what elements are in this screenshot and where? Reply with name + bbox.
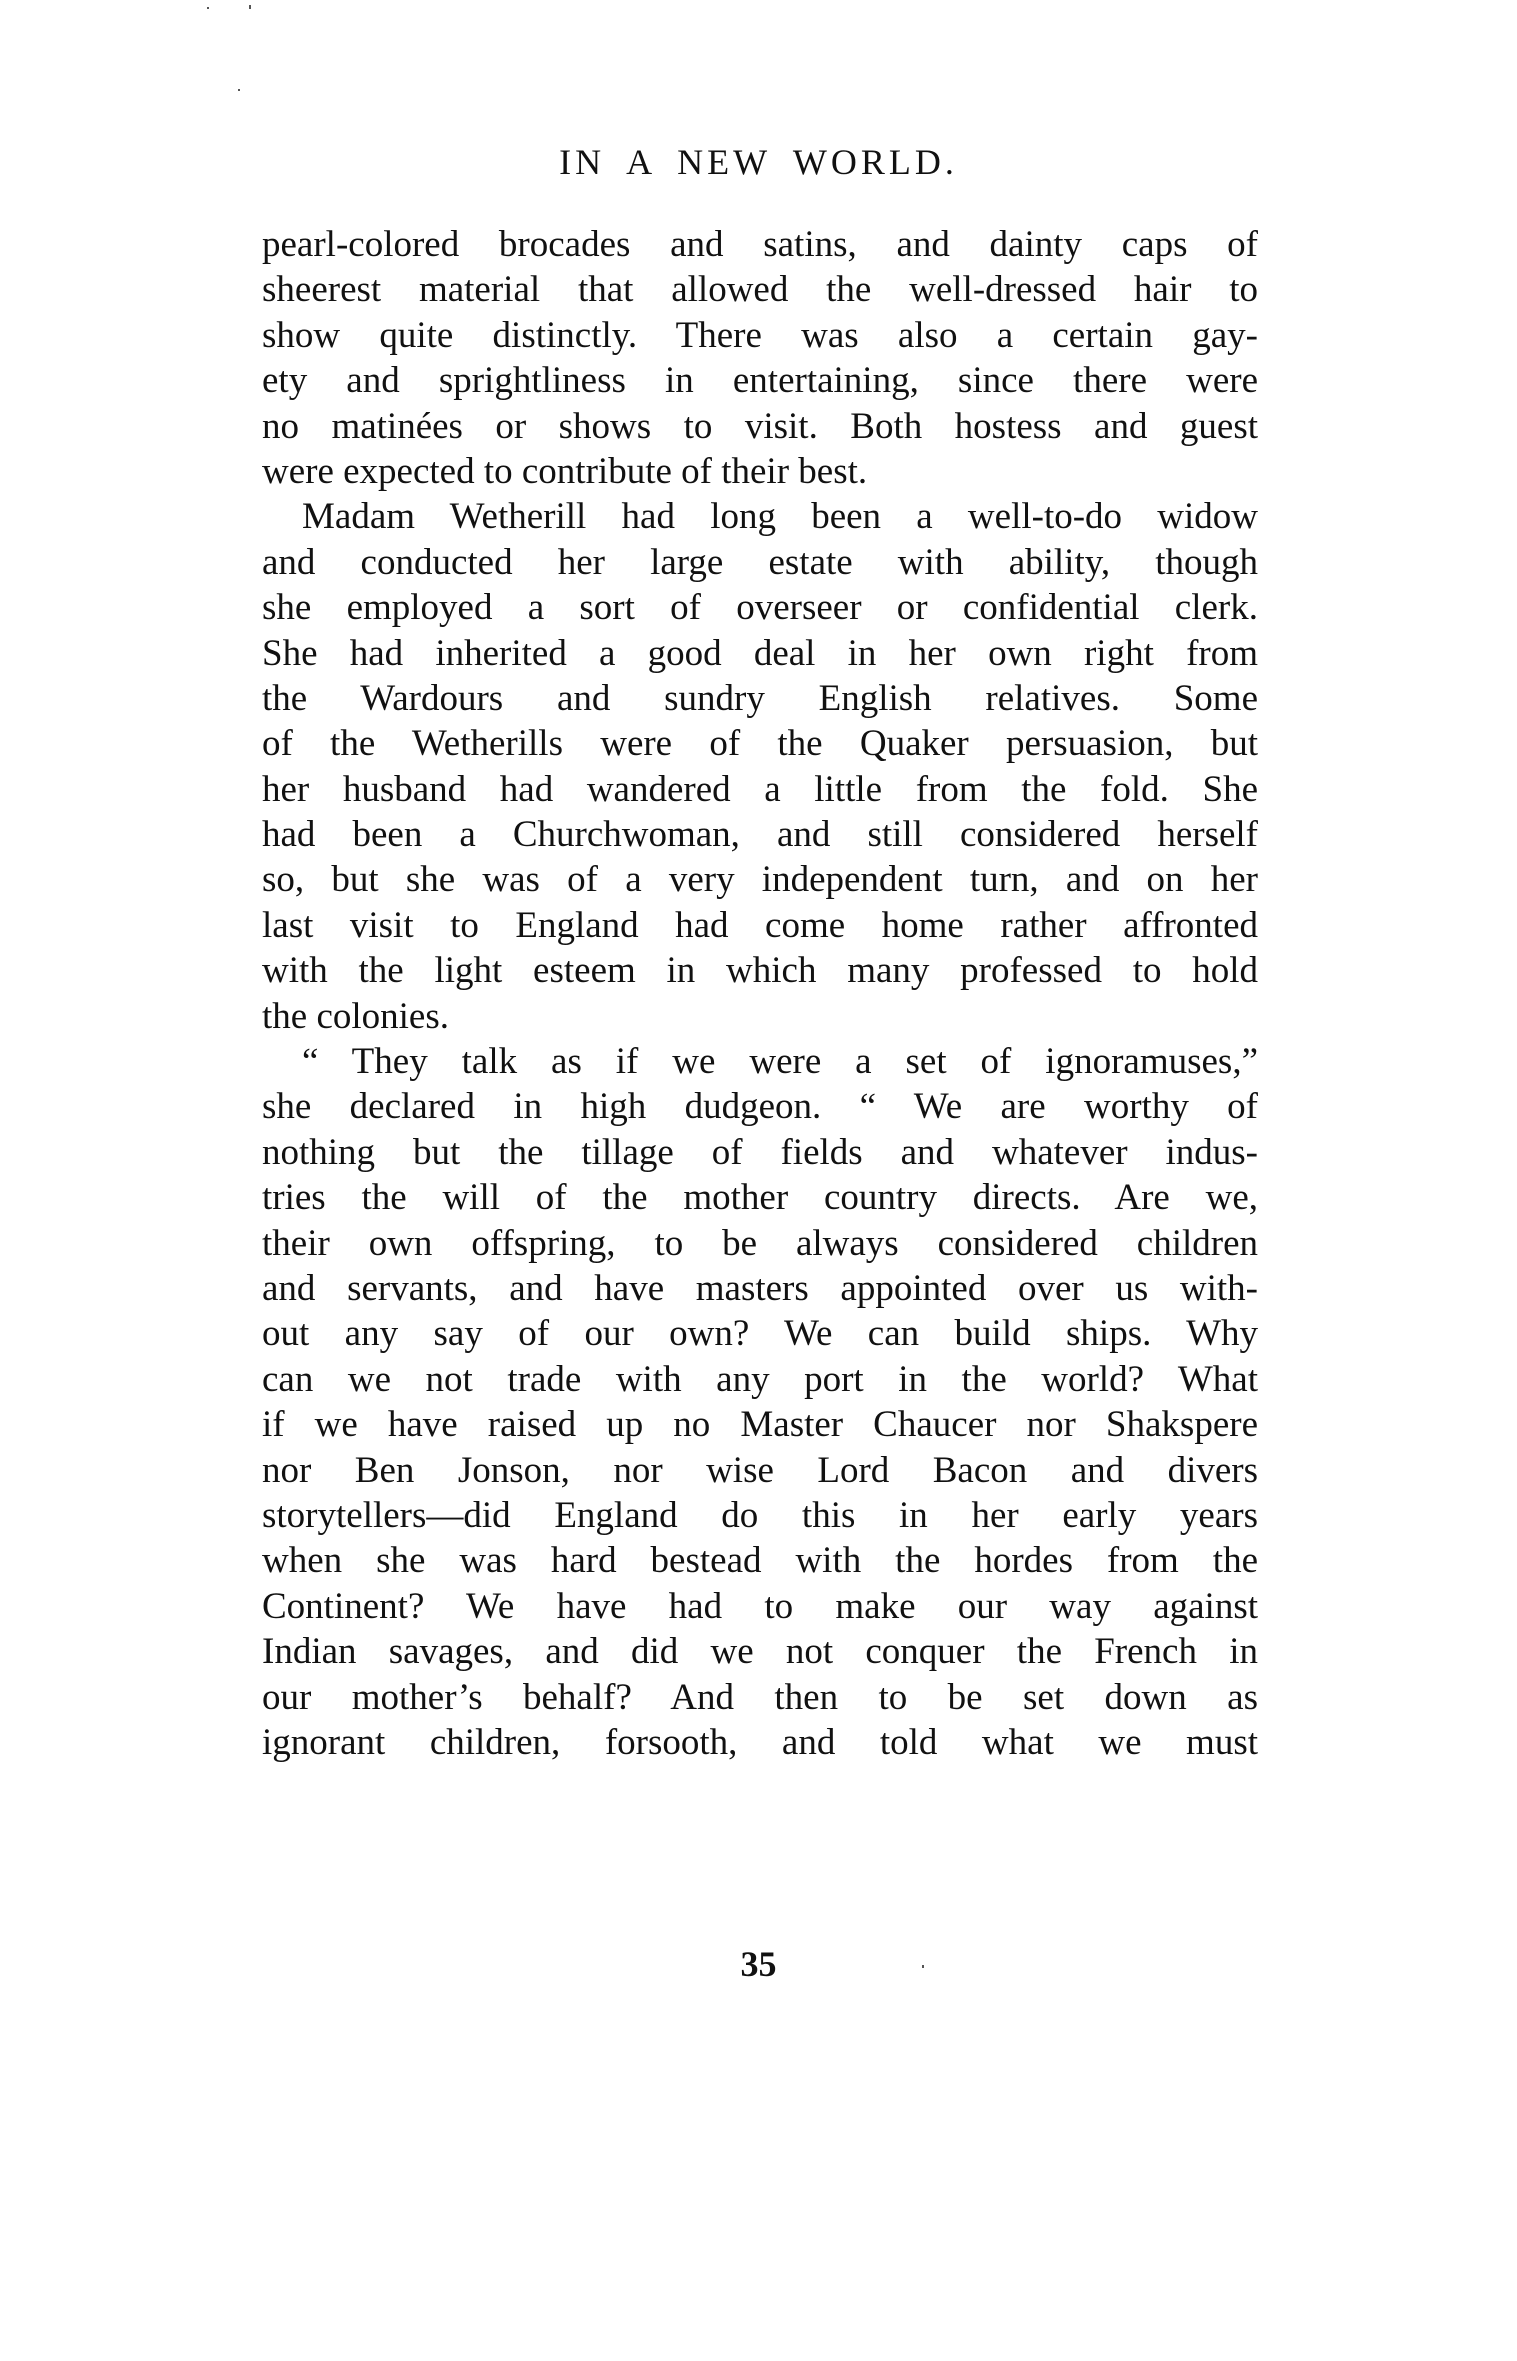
- text-line: tries the will of the mother country directs. Are we,: [262, 1177, 1258, 1219]
- text-line: pearl-colored brocades and satins, and dainty caps of: [262, 224, 1258, 265]
- scan-speck: [207, 7, 209, 9]
- text-line: ignorant children, forsooth, and told what we must: [262, 1721, 1258, 1763]
- text-line: with the light esteem in which many professed to hold: [262, 950, 1258, 992]
- text-line: so, but she was of a very independent turn, and on her: [262, 859, 1258, 901]
- scan-speck: [249, 5, 251, 9]
- text-line: she declared in high dudgeon. “ We are worthy of: [262, 1086, 1258, 1128]
- text-line: storytellers—did England do this in her early years: [262, 1494, 1258, 1536]
- text-line: sheerest material that allowed the well-dressed hair to: [262, 269, 1258, 311]
- paragraph: [262, 222, 1258, 494]
- text-line: She had inherited a good deal in her own right from: [262, 632, 1258, 674]
- running-head: IN A NEW WORLD.: [559, 142, 958, 182]
- scan-speck: [238, 89, 240, 91]
- text-line: Indian savages, and did we not conquer the French in: [262, 1631, 1258, 1673]
- text-line: “ They talk as if we were a set of ignoramuses,”: [302, 1041, 1258, 1083]
- text-line: our mother’s behalf? And then to be set down as: [262, 1676, 1258, 1718]
- page-number: 35: [740, 1944, 777, 1984]
- text-line: of the Wetherills were of the Quaker persuasion, but: [262, 723, 1258, 765]
- text-line: Madam Wetherill had long been a well-to-do widow: [302, 496, 1258, 538]
- paragraph: [262, 494, 1258, 1039]
- text-line: nothing but the tillage of fields and whatever indus-: [262, 1131, 1258, 1173]
- text-line: no matinées or shows to visit. Both hostess and guest: [262, 405, 1258, 447]
- body-text: [262, 222, 1258, 1765]
- text-line: the colonies.: [262, 995, 450, 1037]
- text-line: out any say of our own? We can build ships. Why: [262, 1313, 1258, 1355]
- text-line: show quite distinctly. There was also a certain gay-: [262, 314, 1258, 356]
- text-line: nor Ben Jonson, nor wise Lord Bacon and divers: [262, 1449, 1258, 1491]
- text-line: and conducted her large estate with ability, though: [262, 541, 1258, 583]
- text-line: ety and sprightliness in entertaining, since there were: [262, 360, 1258, 402]
- text-line: if we have raised up no Master Chaucer nor Shakspere: [262, 1404, 1258, 1446]
- text-line: the Wardours and sundry English relatives. Some: [262, 677, 1258, 719]
- text-line: her husband had wandered a little from the fold. She: [262, 768, 1258, 810]
- text-line: she employed a sort of overseer or confidential clerk.: [262, 587, 1258, 629]
- text-line: had been a Churchwoman, and still considered herself: [262, 814, 1258, 856]
- text-line: Continent? We have had to make our way against: [262, 1585, 1258, 1627]
- text-line: their own offspring, to be always considered children: [262, 1222, 1258, 1264]
- text-line: were expected to contribute of their best.: [262, 450, 868, 492]
- text-line: can we not trade with any port in the world? What: [262, 1358, 1258, 1400]
- text-line: when she was hard bestead with the hordes from the: [262, 1540, 1258, 1582]
- text-line: and servants, and have masters appointed over us with-: [262, 1267, 1258, 1309]
- text-line: last visit to England had come home rather affronted: [262, 904, 1258, 946]
- paragraph: [262, 1039, 1258, 1765]
